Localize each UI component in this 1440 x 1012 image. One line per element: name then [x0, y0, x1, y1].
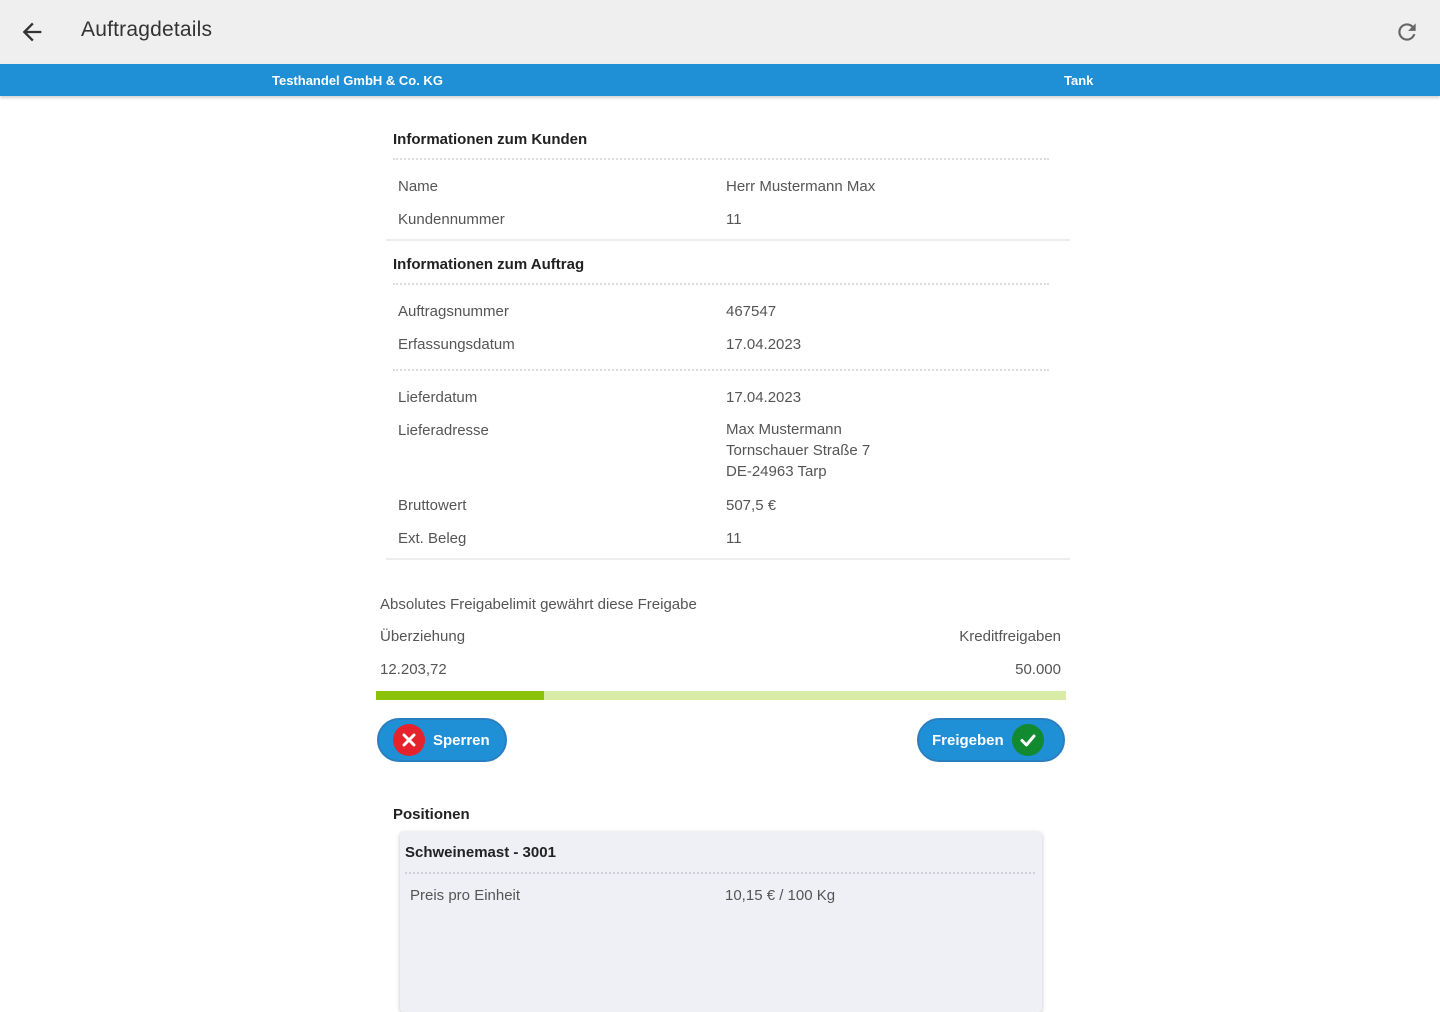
position-title: Schweinemast - 3001	[405, 844, 556, 861]
position-card[interactable]	[400, 832, 1042, 1012]
overdraft-value: 12.203,72	[380, 661, 447, 678]
positions-section-title: Positionen	[393, 806, 470, 823]
limit-description: Absolutes Freigabelimit gewährt diese Freigabe	[380, 596, 697, 613]
release-button[interactable]	[917, 718, 1065, 762]
address-line: Tornschauer Straße 7	[726, 442, 871, 459]
app-bar	[0, 0, 1440, 64]
refresh-button[interactable]	[1394, 19, 1420, 45]
credit-releases-value: 50.000	[1015, 661, 1061, 678]
ext-document-label: Ext. Beleg	[398, 530, 467, 547]
order-section-title: Informationen zum Auftrag	[393, 256, 585, 273]
block-button-label: Sperren	[433, 731, 490, 749]
address-line: DE-24963 Tarp	[726, 463, 827, 480]
back-button[interactable]	[18, 18, 46, 46]
block-button[interactable]	[377, 718, 507, 762]
limit-progress-fill	[376, 691, 544, 700]
order-number-value: 467547	[726, 303, 777, 320]
gross-value-label: Bruttowert	[398, 497, 467, 514]
capture-date-label: Erfassungsdatum	[398, 336, 515, 353]
customer-number-value: 11	[726, 211, 742, 228]
company-name: Testhandel GmbH & Co. KG	[272, 73, 443, 88]
customer-section-title: Informationen zum Kunden	[393, 131, 588, 148]
capture-date-value: 17.04.2023	[726, 336, 802, 353]
customer-number-label: Kundennummer	[398, 211, 505, 228]
delivery-address-label: Lieferadresse	[398, 422, 489, 439]
context-bar	[0, 64, 1440, 96]
gross-value-value: 507,5 €	[726, 497, 777, 514]
divider	[386, 239, 1070, 241]
overdraft-label: Überziehung	[380, 628, 466, 645]
divider	[386, 558, 1070, 560]
cancel-icon	[393, 724, 425, 756]
tank-label: Tank	[1064, 73, 1094, 88]
divider	[393, 283, 1049, 285]
divider	[393, 158, 1049, 160]
check-icon	[1012, 724, 1044, 756]
delivery-date-label: Lieferdatum	[398, 389, 478, 406]
arrow-back-icon	[18, 18, 46, 46]
credit-releases-label: Kreditfreigaben	[959, 628, 1061, 645]
delivery-date-value: 17.04.2023	[726, 389, 802, 406]
name-label: Name	[398, 178, 439, 195]
order-number-label: Auftragsnummer	[398, 303, 509, 320]
divider	[393, 369, 1049, 371]
name-value: Herr Mustermann Max	[726, 178, 876, 195]
refresh-icon	[1394, 19, 1420, 45]
divider	[405, 872, 1035, 874]
page-title: Auftragdetails	[81, 18, 213, 41]
unit-price-value: 10,15 € / 100 Kg	[725, 887, 836, 904]
release-button-label: Freigeben	[932, 731, 1004, 749]
ext-document-value: 11	[726, 530, 742, 547]
unit-price-label: Preis pro Einheit	[410, 887, 521, 904]
limit-progress-bar	[376, 691, 1066, 700]
address-line: Max Mustermann	[726, 421, 842, 438]
delivery-address-value	[726, 419, 870, 482]
